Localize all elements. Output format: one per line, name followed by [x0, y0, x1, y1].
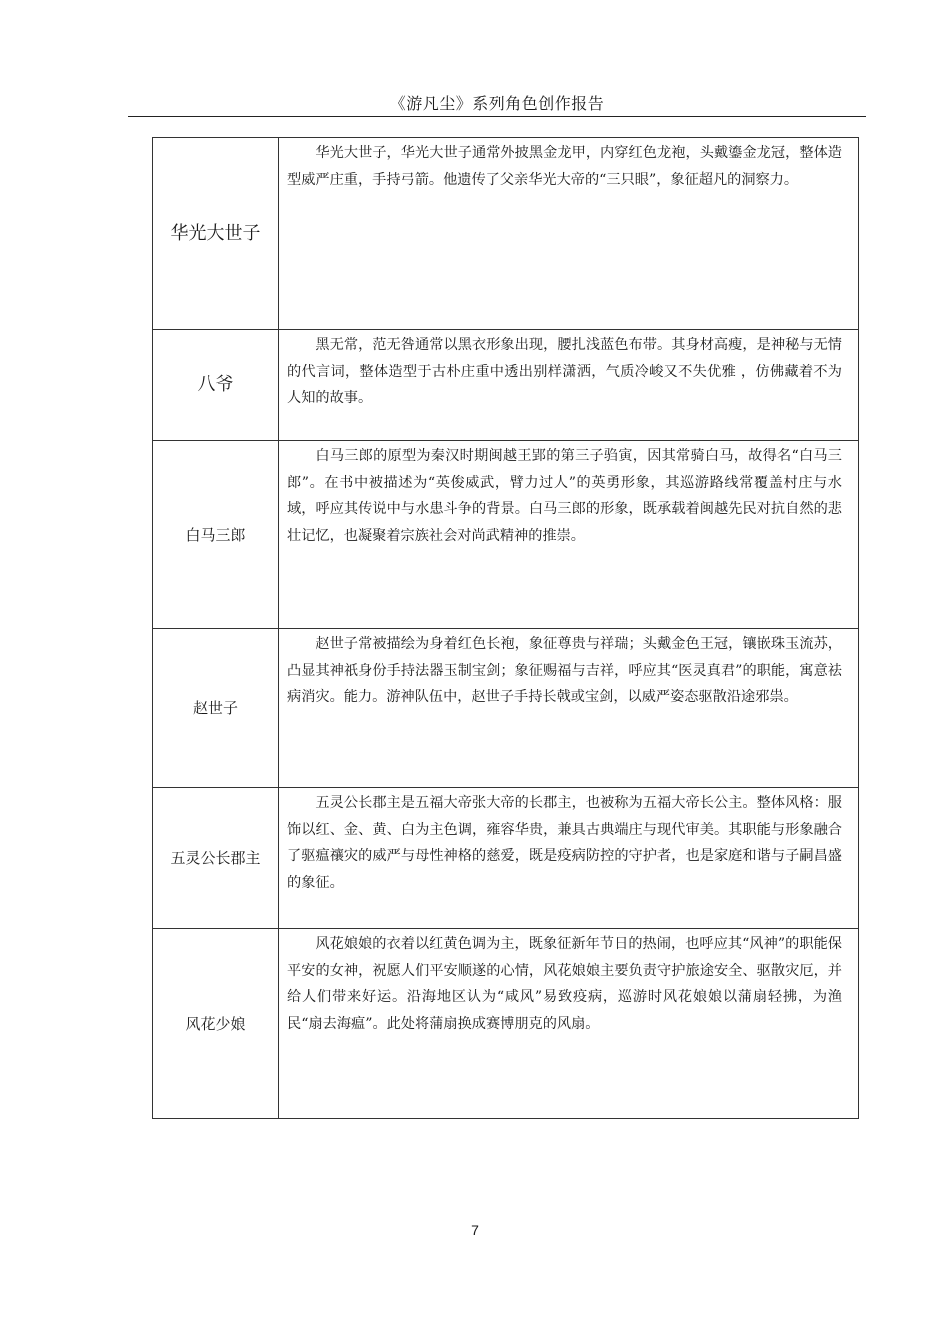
- role-name-cell: 风花少娘: [153, 929, 279, 1119]
- role-name-cell: 华光大世子: [153, 138, 279, 330]
- role-description: 五灵公长郡主是五福大帝张大帝的长郡主，也被称为五福大帝长公主。整体风格：服饰以红、金、黄、白为主色调，雍容华贵，兼具古典端庄与现代审美。其职能与形象融合了驱瘟禳灾的威严与母性神格的慈爱，既是疫病防控的守护者，也是家庭和谐与子嗣昌盛的象征。: [287, 795, 842, 891]
- role-description-cell: [279, 330, 859, 441]
- role-description: 黑无常，范无咎通常以黑衣形象出现，腰扎浅蓝色布带。其身材高瘦，是神秘与无情的代言词，整体造型于古朴庄重中透出别样潇洒，气质冷峻又不失优雅 ，仿佛藏着不为人知的故事。: [287, 337, 842, 406]
- page-header: 《游凡尘》系列角色创作报告: [128, 92, 866, 117]
- role-description-cell: [279, 629, 859, 788]
- role-name-cell: 五灵公长郡主: [153, 788, 279, 929]
- table-row: [153, 929, 859, 1119]
- role-description: 赵世子常被描绘为身着红色长袍，象征尊贵与祥瑞；头戴金色王冠，镶嵌珠玉流苏，凸显其神祇身份手持法器玉制宝剑；象征赐福与吉祥，呼应其“医灵真君”的职能，寓意祛病消灾。能力。游神队伍中，赵世子手持长戟或宝剑，以威严姿态驱散沿途邪祟。: [287, 636, 842, 705]
- table-row: [153, 788, 859, 929]
- role-name-cell: 白马三郎: [153, 441, 279, 629]
- table-row: [153, 330, 859, 441]
- role-description-cell: [279, 788, 859, 929]
- page-number: 7: [471, 1222, 479, 1238]
- role-name-cell: 八爷: [153, 330, 279, 441]
- role-name-cell: 赵世子: [153, 629, 279, 788]
- table-row: [153, 629, 859, 788]
- role-description-cell: [279, 138, 859, 330]
- table-row: [153, 441, 859, 629]
- character-table: [152, 137, 859, 1119]
- role-description: 华光大世子，华光大世子通常外披黑金龙甲，内穿红色龙袍，头戴鎏金龙冠，整体造型威严庄重，手持弓箭。他遗传了父亲华光大帝的“三只眼”，象征超凡的洞察力。: [287, 145, 842, 188]
- table-row: [153, 138, 859, 330]
- role-description: 风花娘娘的衣着以红黄色调为主，既象征新年节日的热闹，也呼应其“风神”的职能保平安的女神，祝愿人们平安顺遂的心情，风花娘娘主要负责守护旅途安全、驱散灾厄，并给人们带来好运。沿海地区认为“咸风”易致疫病，巡游时风花娘娘以蒲扇轻拂，为渔民“扇去海瘟”。此处将蒲扇换成赛博朋克的风扇。: [287, 936, 842, 1032]
- role-description-cell: [279, 441, 859, 629]
- role-description: 白马三郎的原型为秦汉时期闽越王郢的第三子驺寅，因其常骑白马，故得名“白马三郎”。在书中被描述为“英俊威武，臂力过人”的英勇形象，其巡游路线常覆盖村庄与水域，呼应其传说中与水患斗争的背景。白马三郎的形象，既承载着闽越先民对抗自然的悲壮记忆，也凝聚着宗族社会对尚武精神的推崇。: [287, 448, 842, 544]
- role-description-cell: [279, 929, 859, 1119]
